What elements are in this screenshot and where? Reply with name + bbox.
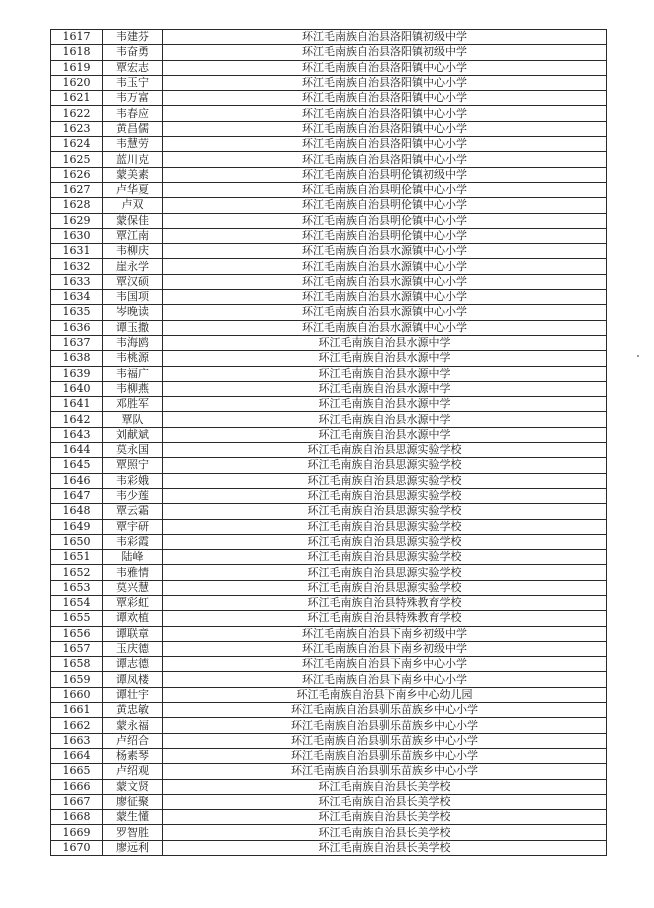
table-row (51, 565, 607, 580)
table-row (51, 718, 607, 733)
school-name-cell: 环江毛南族自治县特殊教育学校 (163, 595, 607, 610)
school-name-cell: 环江毛南族自治县思源实验学校 (163, 580, 607, 595)
person-name-cell: 谭欢植 (103, 611, 163, 626)
table-row (51, 137, 607, 152)
table-row (51, 182, 607, 197)
table-row (51, 534, 607, 549)
school-name-cell: 环江毛南族自治县驯乐苗族乡中心小学 (163, 764, 607, 779)
school-name-cell: 环江毛南族自治县驯乐苗族乡中心小学 (163, 718, 607, 733)
school-name-cell: 环江毛南族自治县水源中学 (163, 412, 607, 427)
row-number-cell: 1670 (51, 840, 103, 855)
person-name-cell: 杨素琴 (103, 748, 163, 763)
row-number-cell: 1623 (51, 121, 103, 136)
row-number-cell: 1634 (51, 290, 103, 305)
table-row (51, 443, 607, 458)
person-name-cell: 莫永国 (103, 443, 163, 458)
person-name-cell: 韦玉宁 (103, 75, 163, 90)
row-number-cell: 1621 (51, 91, 103, 106)
person-name-cell: 卢绍观 (103, 764, 163, 779)
person-name-cell: 蓝川克 (103, 152, 163, 167)
school-name-cell: 环江毛南族自治县驯乐苗族乡中心小学 (163, 733, 607, 748)
row-number-cell: 1630 (51, 228, 103, 243)
row-number-cell: 1665 (51, 764, 103, 779)
roster-table (50, 29, 607, 856)
row-number-cell: 1649 (51, 519, 103, 534)
table-row (51, 519, 607, 534)
row-number-cell: 1641 (51, 397, 103, 412)
school-name-cell: 环江毛南族自治县长美学校 (163, 794, 607, 809)
person-name-cell: 邓胜军 (103, 397, 163, 412)
row-number-cell: 1626 (51, 167, 103, 182)
roster-sheet (50, 29, 606, 856)
school-name-cell: 环江毛南族自治县明伦镇中心小学 (163, 198, 607, 213)
person-name-cell: 韦少莲 (103, 488, 163, 503)
person-name-cell: 韦奋勇 (103, 45, 163, 60)
row-number-cell: 1622 (51, 106, 103, 121)
table-row (51, 121, 607, 136)
row-number-cell: 1627 (51, 182, 103, 197)
person-name-cell: 卢绍合 (103, 733, 163, 748)
row-number-cell: 1669 (51, 825, 103, 840)
table-row (51, 626, 607, 641)
person-name-cell: 覃云霜 (103, 504, 163, 519)
table-row (51, 412, 607, 427)
school-name-cell: 环江毛南族自治县洛阳镇中心小学 (163, 121, 607, 136)
person-name-cell: 覃彩虹 (103, 595, 163, 610)
school-name-cell: 环江毛南族自治县长美学校 (163, 840, 607, 855)
person-name-cell: 韦春应 (103, 106, 163, 121)
person-name-cell: 廖远利 (103, 840, 163, 855)
row-number-cell: 1640 (51, 381, 103, 396)
table-row (51, 687, 607, 702)
person-name-cell: 卢华夏 (103, 182, 163, 197)
school-name-cell: 环江毛南族自治县下南乡中心幼儿园 (163, 687, 607, 702)
table-row (51, 657, 607, 672)
school-name-cell: 环江毛南族自治县明伦镇中心小学 (163, 182, 607, 197)
person-name-cell: 蒙保佳 (103, 213, 163, 228)
school-name-cell: 环江毛南族自治县洛阳镇中心小学 (163, 91, 607, 106)
school-name-cell: 环江毛南族自治县思源实验学校 (163, 550, 607, 565)
person-name-cell: 谭玉撒 (103, 320, 163, 335)
row-number-cell: 1653 (51, 580, 103, 595)
school-name-cell: 环江毛南族自治县水源镇中心小学 (163, 320, 607, 335)
table-row (51, 91, 607, 106)
table-row (51, 167, 607, 182)
person-name-cell: 谭凤楼 (103, 672, 163, 687)
table-row (51, 794, 607, 809)
person-name-cell: 韦雅情 (103, 565, 163, 580)
school-name-cell: 环江毛南族自治县洛阳镇中心小学 (163, 137, 607, 152)
person-name-cell: 韦福广 (103, 366, 163, 381)
school-name-cell: 环江毛南族自治县下南乡中心小学 (163, 657, 607, 672)
person-name-cell: 蒙永福 (103, 718, 163, 733)
person-name-cell: 黄昌儒 (103, 121, 163, 136)
row-number-cell: 1625 (51, 152, 103, 167)
person-name-cell: 罗智胜 (103, 825, 163, 840)
table-row (51, 550, 607, 565)
table-row (51, 703, 607, 718)
school-name-cell: 环江毛南族自治县水源中学 (163, 381, 607, 396)
row-number-cell: 1651 (51, 550, 103, 565)
table-row (51, 473, 607, 488)
school-name-cell: 环江毛南族自治县思源实验学校 (163, 443, 607, 458)
school-name-cell: 环江毛南族自治县水源中学 (163, 351, 607, 366)
table-row (51, 840, 607, 855)
person-name-cell: 韦柳庆 (103, 244, 163, 259)
table-row (51, 75, 607, 90)
table-row (51, 779, 607, 794)
person-name-cell: 莫兴慧 (103, 580, 163, 595)
roster-table-body (51, 30, 607, 856)
person-name-cell: 韦柳燕 (103, 381, 163, 396)
row-number-cell: 1635 (51, 305, 103, 320)
row-number-cell: 1668 (51, 810, 103, 825)
person-name-cell: 韦万富 (103, 91, 163, 106)
person-name-cell: 韦国项 (103, 290, 163, 305)
row-number-cell: 1654 (51, 595, 103, 610)
table-row (51, 810, 607, 825)
person-name-cell: 黄忠敏 (103, 703, 163, 718)
row-number-cell: 1645 (51, 458, 103, 473)
row-number-cell: 1624 (51, 137, 103, 152)
row-number-cell: 1639 (51, 366, 103, 381)
row-number-cell: 1628 (51, 198, 103, 213)
person-name-cell: 卢双 (103, 198, 163, 213)
table-row (51, 351, 607, 366)
table-row (51, 427, 607, 442)
table-row (51, 641, 607, 656)
table-row (51, 611, 607, 626)
school-name-cell: 环江毛南族自治县驯乐苗族乡中心小学 (163, 748, 607, 763)
table-row (51, 381, 607, 396)
school-name-cell: 环江毛南族自治县思源实验学校 (163, 565, 607, 580)
table-row (51, 198, 607, 213)
person-name-cell: 蒙美素 (103, 167, 163, 182)
person-name-cell: 覃宇研 (103, 519, 163, 534)
person-name-cell: 谭志德 (103, 657, 163, 672)
person-name-cell: 韦彩霞 (103, 534, 163, 549)
school-name-cell: 环江毛南族自治县洛阳镇中心小学 (163, 152, 607, 167)
row-number-cell: 1663 (51, 733, 103, 748)
person-name-cell: 韦桃源 (103, 351, 163, 366)
person-name-cell: 韦慧劳 (103, 137, 163, 152)
school-name-cell: 环江毛南族自治县水源镇中心小学 (163, 274, 607, 289)
person-name-cell: 崖永学 (103, 259, 163, 274)
table-row (51, 152, 607, 167)
row-number-cell: 1648 (51, 504, 103, 519)
school-name-cell: 环江毛南族自治县洛阳镇中心小学 (163, 75, 607, 90)
table-row (51, 259, 607, 274)
row-number-cell: 1659 (51, 672, 103, 687)
table-row (51, 733, 607, 748)
table-row (51, 228, 607, 243)
person-name-cell: 韦彩娥 (103, 473, 163, 488)
row-number-cell: 1667 (51, 794, 103, 809)
margin-dot-mark (637, 355, 639, 357)
table-row (51, 106, 607, 121)
school-name-cell: 环江毛南族自治县特殊教育学校 (163, 611, 607, 626)
school-name-cell: 环江毛南族自治县水源中学 (163, 335, 607, 350)
school-name-cell: 环江毛南族自治县水源中学 (163, 397, 607, 412)
row-number-cell: 1656 (51, 626, 103, 641)
table-row (51, 45, 607, 60)
table-row (51, 274, 607, 289)
row-number-cell: 1647 (51, 488, 103, 503)
row-number-cell: 1636 (51, 320, 103, 335)
person-name-cell: 覃队 (103, 412, 163, 427)
person-name-cell: 覃照宁 (103, 458, 163, 473)
row-number-cell: 1617 (51, 30, 103, 45)
table-row (51, 748, 607, 763)
school-name-cell: 环江毛南族自治县水源镇中心小学 (163, 244, 607, 259)
person-name-cell: 覃江南 (103, 228, 163, 243)
school-name-cell: 环江毛南族自治县下南乡初级中学 (163, 626, 607, 641)
person-name-cell: 廖征聚 (103, 794, 163, 809)
school-name-cell: 环江毛南族自治县明伦镇中心小学 (163, 213, 607, 228)
table-row (51, 366, 607, 381)
row-number-cell: 1650 (51, 534, 103, 549)
school-name-cell: 环江毛南族自治县下南乡初级中学 (163, 641, 607, 656)
person-name-cell: 陆峰 (103, 550, 163, 565)
person-name-cell: 谭壮宇 (103, 687, 163, 702)
row-number-cell: 1661 (51, 703, 103, 718)
school-name-cell: 环江毛南族自治县水源镇中心小学 (163, 259, 607, 274)
school-name-cell: 环江毛南族自治县洛阳镇初级中学 (163, 30, 607, 45)
row-number-cell: 1655 (51, 611, 103, 626)
row-number-cell: 1646 (51, 473, 103, 488)
school-name-cell: 环江毛南族自治县思源实验学校 (163, 473, 607, 488)
table-row (51, 595, 607, 610)
row-number-cell: 1658 (51, 657, 103, 672)
table-row (51, 764, 607, 779)
table-row (51, 305, 607, 320)
school-name-cell: 环江毛南族自治县驯乐苗族乡中心小学 (163, 703, 607, 718)
person-name-cell: 覃汉硕 (103, 274, 163, 289)
school-name-cell: 环江毛南族自治县水源中学 (163, 366, 607, 381)
person-name-cell: 蒙生懂 (103, 810, 163, 825)
person-name-cell: 覃宏志 (103, 60, 163, 75)
school-name-cell: 环江毛南族自治县思源实验学校 (163, 534, 607, 549)
row-number-cell: 1664 (51, 748, 103, 763)
table-row (51, 825, 607, 840)
row-number-cell: 1643 (51, 427, 103, 442)
school-name-cell: 环江毛南族自治县长美学校 (163, 810, 607, 825)
table-row (51, 397, 607, 412)
school-name-cell: 环江毛南族自治县水源中学 (163, 427, 607, 442)
row-number-cell: 1666 (51, 779, 103, 794)
person-name-cell: 韦建芬 (103, 30, 163, 45)
school-name-cell: 环江毛南族自治县思源实验学校 (163, 519, 607, 534)
person-name-cell: 玉庆德 (103, 641, 163, 656)
row-number-cell: 1620 (51, 75, 103, 90)
person-name-cell: 蒙文贤 (103, 779, 163, 794)
row-number-cell: 1660 (51, 687, 103, 702)
table-row (51, 458, 607, 473)
table-row (51, 30, 607, 45)
school-name-cell: 环江毛南族自治县洛阳镇中心小学 (163, 106, 607, 121)
school-name-cell: 环江毛南族自治县水源镇中心小学 (163, 305, 607, 320)
row-number-cell: 1638 (51, 351, 103, 366)
row-number-cell: 1637 (51, 335, 103, 350)
table-row (51, 60, 607, 75)
school-name-cell: 环江毛南族自治县洛阳镇中心小学 (163, 60, 607, 75)
table-row (51, 213, 607, 228)
school-name-cell: 环江毛南族自治县洛阳镇初级中学 (163, 45, 607, 60)
school-name-cell: 环江毛南族自治县思源实验学校 (163, 488, 607, 503)
table-row (51, 244, 607, 259)
table-row (51, 290, 607, 305)
row-number-cell: 1633 (51, 274, 103, 289)
school-name-cell: 环江毛南族自治县水源镇中心小学 (163, 290, 607, 305)
person-name-cell: 韦海鸥 (103, 335, 163, 350)
row-number-cell: 1618 (51, 45, 103, 60)
person-name-cell: 岑晚读 (103, 305, 163, 320)
row-number-cell: 1662 (51, 718, 103, 733)
table-row (51, 320, 607, 335)
row-number-cell: 1652 (51, 565, 103, 580)
row-number-cell: 1632 (51, 259, 103, 274)
row-number-cell: 1657 (51, 641, 103, 656)
school-name-cell: 环江毛南族自治县思源实验学校 (163, 458, 607, 473)
school-name-cell: 环江毛南族自治县长美学校 (163, 779, 607, 794)
table-row (51, 504, 607, 519)
row-number-cell: 1619 (51, 60, 103, 75)
table-row (51, 672, 607, 687)
person-name-cell: 刘献斌 (103, 427, 163, 442)
row-number-cell: 1629 (51, 213, 103, 228)
table-row (51, 580, 607, 595)
row-number-cell: 1631 (51, 244, 103, 259)
school-name-cell: 环江毛南族自治县思源实验学校 (163, 504, 607, 519)
table-row (51, 488, 607, 503)
table-row (51, 335, 607, 350)
school-name-cell: 环江毛南族自治县长美学校 (163, 825, 607, 840)
row-number-cell: 1644 (51, 443, 103, 458)
school-name-cell: 环江毛南族自治县明伦镇初级中学 (163, 167, 607, 182)
row-number-cell: 1642 (51, 412, 103, 427)
school-name-cell: 环江毛南族自治县明伦镇中心小学 (163, 228, 607, 243)
person-name-cell: 谭联章 (103, 626, 163, 641)
school-name-cell: 环江毛南族自治县下南乡中心小学 (163, 672, 607, 687)
